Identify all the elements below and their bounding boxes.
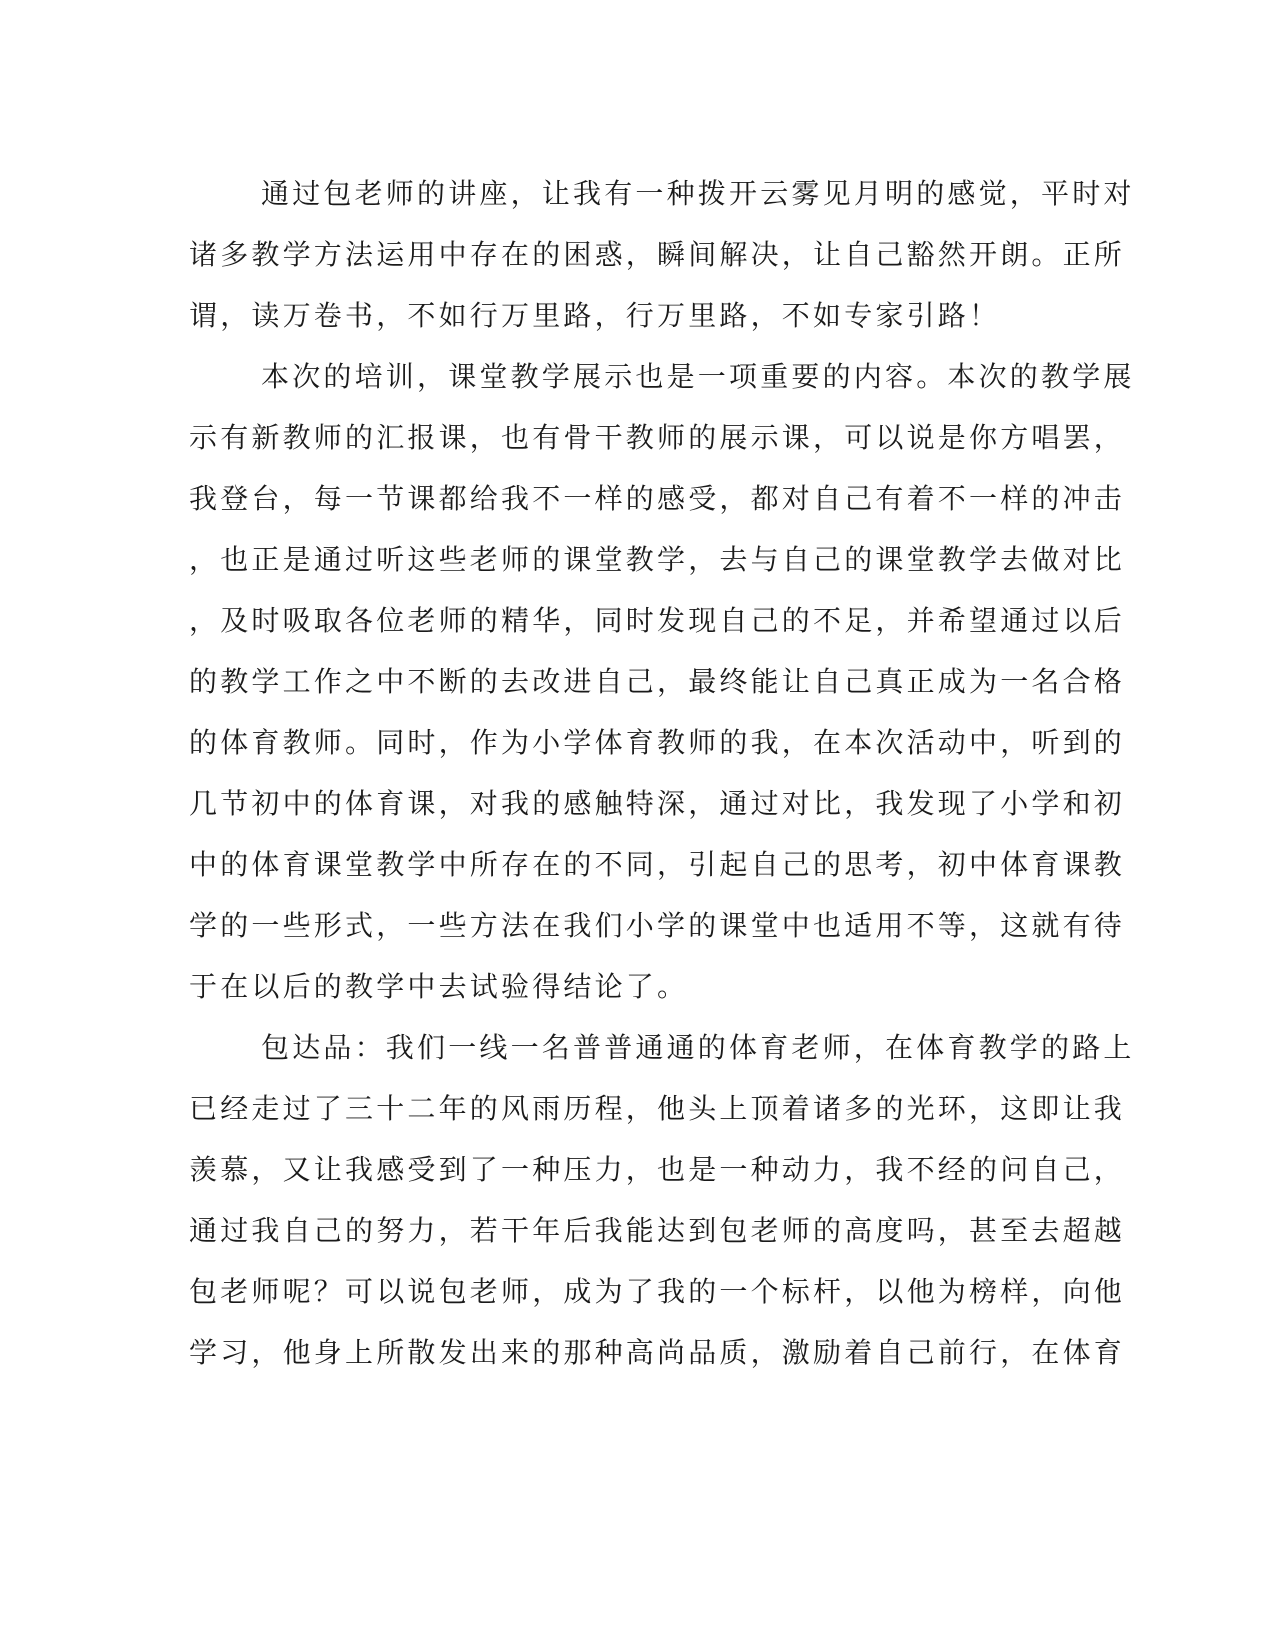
- text-line: 学的一些形式，一些方法在我们小学的课堂中也适用不等，这就有待: [189, 909, 1126, 942]
- text-line: 通过我自己的努力，若干年后我能达到包老师的高度吗，甚至去超越: [189, 1214, 1126, 1247]
- text-line: 的体育教师。同时，作为小学体育教师的我，在本次活动中，听到的: [189, 726, 1126, 759]
- text-line: ，也正是通过听这些老师的课堂教学，去与自己的课堂教学去做对比: [189, 543, 1126, 576]
- text-line: 学习，他身上所散发出来的那种高尚品质，激励着自己前行，在体育: [189, 1336, 1126, 1369]
- text-line: 通过包老师的讲座，让我有一种拨开云雾见月明的感觉，平时对: [261, 177, 1135, 210]
- text-line: 几节初中的体育课，对我的感触特深，通过对比，我发现了小学和初: [189, 787, 1126, 820]
- text-line: 诸多教学方法运用中存在的困惑，瞬间解决，让自己豁然开朗。正所: [189, 238, 1126, 271]
- text-line: 的教学工作之中不断的去改进自己，最终能让自己真正成为一名合格: [189, 665, 1126, 698]
- paragraph-bao-dapin: [189, 1017, 1135, 1383]
- text-line: 于在以后的教学中去试验得结论了。: [189, 970, 689, 1003]
- text-line: 已经走过了三十二年的风雨历程，他头上顶着诸多的光环，这即让我: [189, 1092, 1126, 1125]
- text-line: ，及时吸取各位老师的精华，同时发现自己的不足，并希望通过以后: [189, 604, 1126, 637]
- text-line: 羡慕，又让我感受到了一种压力，也是一种动力，我不经的问自己，: [189, 1153, 1126, 1186]
- text-line: 本次的培训，课堂教学展示也是一项重要的内容。本次的教学展: [261, 360, 1135, 393]
- text-line: 谓，读万卷书，不如行万里路，行万里路，不如专家引路！: [189, 299, 1001, 332]
- document-body: [189, 163, 1135, 1383]
- text-line: 包达品：我们一线一名普普通通的体育老师，在体育教学的路上: [261, 1031, 1135, 1064]
- paragraph-classroom-showcase: [189, 346, 1135, 1017]
- text-line: 示有新教师的汇报课，也有骨干教师的展示课，可以说是你方唱罢，: [189, 421, 1126, 454]
- paragraph-lecture-reflection: [189, 163, 1135, 346]
- text-line: 包老师呢？可以说包老师，成为了我的一个标杆，以他为榜样，向他: [189, 1275, 1126, 1308]
- text-line: 中的体育课堂教学中所存在的不同，引起自己的思考，初中体育课教: [189, 848, 1126, 881]
- text-line: 我登台，每一节课都给我不一样的感受，都对自己有着不一样的冲击: [189, 482, 1126, 515]
